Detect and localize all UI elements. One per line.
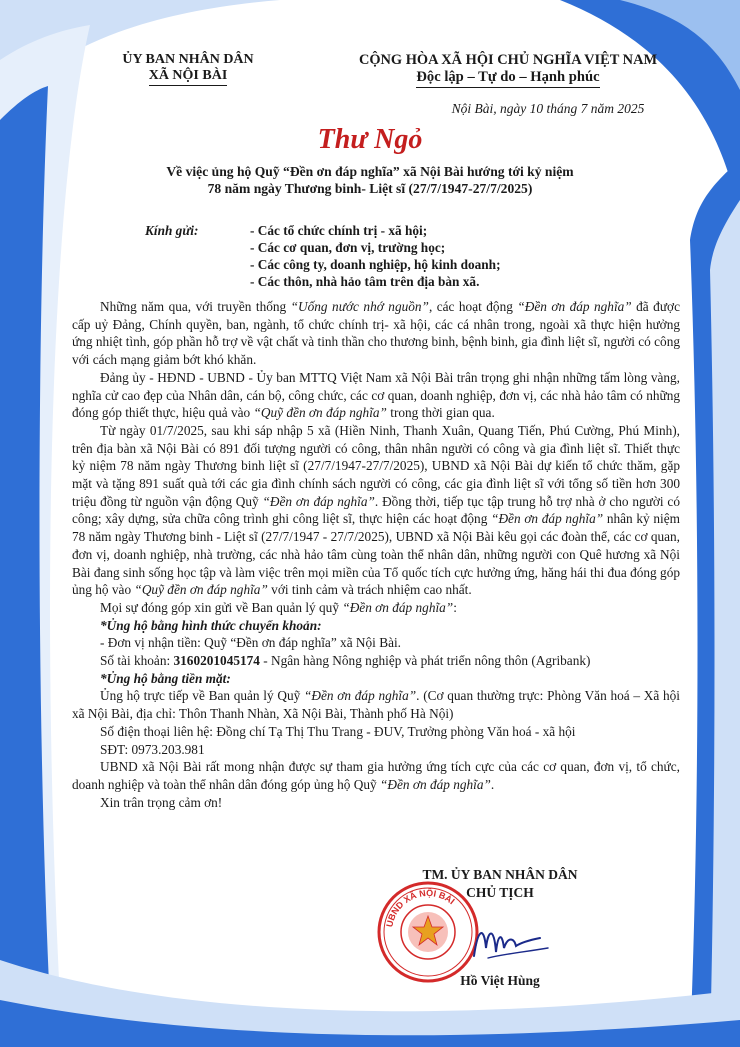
account-line: Số tài khoản: 3160201045174 - Ngân hàng Nông nghiệp và phát triển nông thôn (Agribank)	[100, 653, 591, 669]
addressee-label-text: Kính gửi:	[145, 223, 199, 238]
issuer-line2: XÃ NỘI BÀI	[149, 68, 228, 86]
addressee-list	[250, 222, 670, 290]
addressee-item: - Các thôn, nhà hảo tâm trên địa bàn xã.	[250, 274, 480, 289]
thanks-line: Xin trân trọng cảm ơn!	[100, 794, 223, 810]
paragraph-2: Đảng ủy - HĐND - UBND - Ủy ban MTTQ Việt Nam xã Nội Bài trân trọng ghi nhận những tấm lòng vàng, nghĩa cử cao đẹp của Nhân dân, cán bộ, công chức, các cơ quan, doanh nghiệp, đơn vị, các nhà hảo tâm có những đóng góp thiết thực, hiệu quả vào “Quỹ đền ơn đáp nghĩa” trong thời gian qua.	[72, 369, 680, 421]
contact-line: Số điện thoại liên hệ: Đồng chí Tạ Thị Thu Trang - ĐUV, Trưởng phòng Văn hoá - xã hội	[100, 723, 576, 739]
phone-line: SĐT: 0973.203.981	[100, 741, 205, 757]
cash-paragraph: Ủng hộ trực tiếp về Ban quản lý Quỹ “Đền ơn đáp nghĩa”. (Cơ quan thường trực: Phòng Văn hoá – Xã hội xã Nội Bài, địa chỉ: Thôn Thanh Nhàn, Xã Nội Bài, Thành phố Hà Nội)	[72, 688, 680, 722]
addressee-item: - Các cơ quan, đơn vị, trường học;	[250, 240, 446, 255]
seal-text: UBND XÃ NỘI BÀI	[384, 887, 457, 928]
issue-date: Nội Bài, ngày 10 tháng 7 năm 2025	[451, 101, 645, 116]
heading-cash: *Ủng hộ bằng tiền mặt:	[100, 670, 231, 686]
addressee-item: - Các tổ chức chính trị - xã hội;	[250, 223, 428, 238]
signer-name: Hồ Việt Hùng	[460, 973, 540, 988]
national-title: CỘNG HÒA XÃ HỘI CHỦ NGHĨA VIỆT NAM	[358, 52, 658, 68]
heading-transfer: *Ủng hộ bằng hình thức chuyển khoản:	[100, 617, 322, 633]
paragraph-3: Từ ngày 01/7/2025, sau khi sáp nhập 5 xã (Hiền Ninh, Thanh Xuân, Quang Tiến, Phú Cường, Phú Minh), trên địa bàn xã Nội Bài có 891 đối tượng người có công, thân nhân người có công và gia đình liệt sĩ. Thiết thực kỷ niệm 78 năm ngày Thương binh liệt sĩ (27/7/1947-27/7/2025), UBND xã Nội Bài dự kiến tổ chức thăm, gặp mặt và tặng 891 suất quà tới các gia đình chính sách người có công, các gia đình liệt sĩ với tổng số tiền hơn 300 triệu đồng từ nguồn vận động Quỹ “Đền ơn đáp nghĩa”. Đồng thời, tiếp tục tập trung hỗ trợ nhà ở cho người có công; xây dựng, sửa chữa công trình ghi công liệt sĩ, thực hiện các hoạt động “Đền ơn đáp nghĩa” nhân kỷ niệm 78 năm ngày Thương binh - Liệt sĩ (27/7/1947 - 27/7/2025), UBND xã Nội Bài kêu gọi các đoàn thể, các cơ quan, đơn vị, doanh nghiệp, nhà trường, các nhà hảo tâm cùng toàn thể nhân dân, những người con Quê hương xã Nội Bài đang sinh sống học tập và làm việc trên mọi miền của Tổ quốc tích cực hưởng ứng, hăng hái thi đua đóng góp ủng hộ vào “Quỹ đền ơn đáp nghĩa” với tinh cảm và trách nhiệm cao nhất.	[72, 422, 680, 598]
addressee-label	[145, 222, 225, 239]
paragraph-1: Những năm qua, với truyền thống “Uống nước nhớ nguồn”, các hoạt động “Đền ơn đáp nghĩa” đã được cấp uỷ Đảng, Chính quyền, ban, ngành, tổ chức chính trị- xã hội, các cá nhân trong, ngoài xã thực hiện hưởng ứng nhiệt tình, góp phần hỗ trợ về vật chất và tinh thần cho thương binh, bệnh binh, gia đình liệt sĩ, người có công với cách mạng giảm bớt khó khăn.	[72, 299, 680, 368]
issuer-block	[88, 52, 288, 86]
closing-paragraph: UBND xã Nội Bài rất mong nhận được sự tham gia hưởng ứng tích cực của các cơ quan, đơn vị, tổ chức, doanh nghiệp và toàn thể nhân dân đóng góp ủng hộ Quỹ “Đền ơn đáp nghĩa”.	[72, 759, 680, 792]
handwritten-signature	[470, 918, 560, 966]
subject-line2: 78 năm ngày Thương binh- Liệt sĩ (27/7/1947-27/7/2025)	[207, 181, 533, 196]
subject-line1: Về việc ủng hộ Quỹ “Đền ơn đáp nghĩa” xã Nội Bài hướng tới kỷ niệm	[166, 164, 574, 179]
national-motto: Độc lập – Tự do – Hạnh phúc	[416, 69, 599, 88]
recipient-line: - Đơn vị nhận tiền: Quỹ “Đền ơn đáp nghĩa” xã Nội Bài.	[100, 635, 401, 651]
paragraph-4: Mọi sự đóng góp xin gửi về Ban quản lý quỹ “Đền ơn đáp nghĩa”:	[100, 599, 457, 615]
subject	[110, 163, 630, 197]
account-number: 3160201045174	[173, 653, 260, 669]
page-title: Thư Ngỏ	[317, 124, 423, 155]
signature-title: TM. ỦY BAN NHÂN DÂN	[422, 867, 578, 882]
addressee-item: - Các công ty, doanh nghiệp, hộ kinh doanh;	[250, 257, 501, 272]
official-seal	[376, 880, 480, 984]
letter-body	[72, 298, 680, 811]
signature-role: CHỦ TỊCH	[466, 885, 534, 900]
national-header	[318, 52, 698, 88]
issuer-line1: ỦY BAN NHÂN DÂN	[122, 52, 254, 67]
